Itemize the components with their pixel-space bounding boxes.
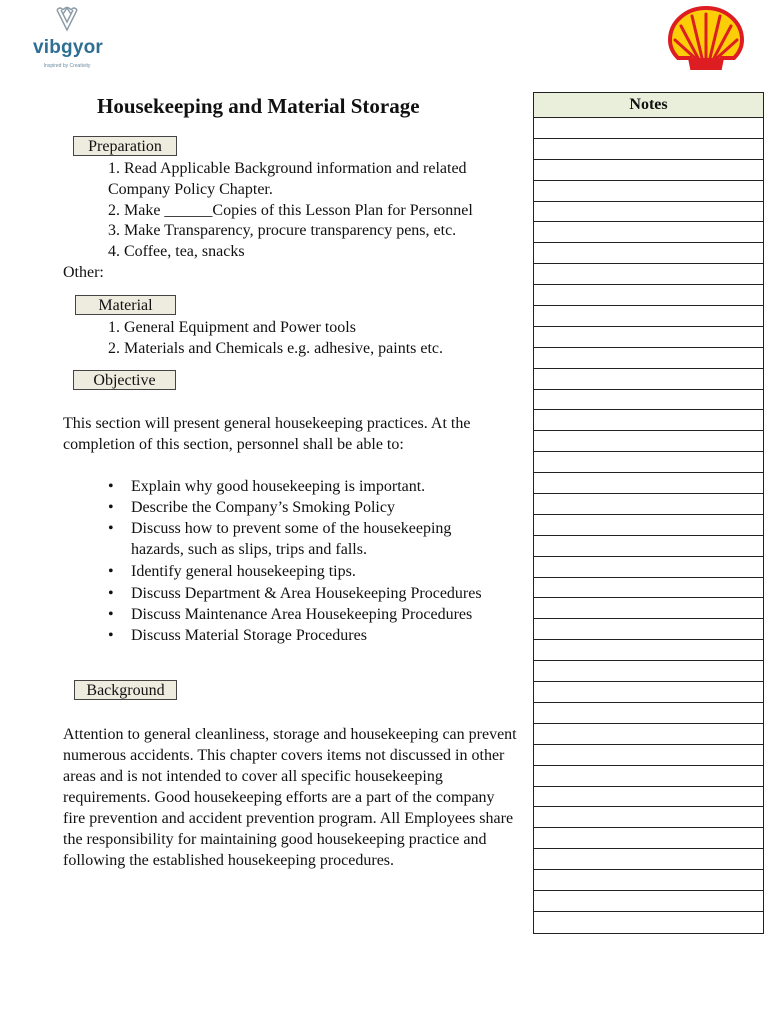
notes-table bbox=[533, 92, 764, 934]
material-item: 1. General Equipment and Power tools bbox=[108, 319, 356, 336]
vibgyor-tagline: Inspired by Creativity bbox=[43, 63, 91, 69]
vibgyor-wordmark: vibgyor bbox=[32, 37, 104, 58]
material-heading: Material bbox=[75, 295, 176, 315]
crest-icon bbox=[30, 4, 104, 38]
notes-row bbox=[534, 369, 763, 390]
preparation-item: 1. Read Applicable Background information and related bbox=[108, 160, 467, 177]
shell-pecten-icon bbox=[668, 6, 744, 70]
notes-row bbox=[534, 536, 763, 557]
notes-row bbox=[534, 598, 763, 619]
preparation-other: Other: bbox=[63, 264, 104, 281]
background-paragraph: Attention to general cleanliness, storage and housekeeping can prevent numerous accidents. This chapter covers items not discussed in other areas and is not intended to cover all specific housekeeping requirements. Good housekeeping efforts are a part of the company fire prevention and accident prevention program. All Employees share the responsibility for maintaining good housekeeping practice and following the established housekeeping procedures. bbox=[63, 726, 517, 869]
list-item: • Discuss Maintenance Area Housekeeping Procedures bbox=[108, 604, 528, 625]
notes-row bbox=[534, 160, 763, 181]
preparation-heading: Preparation bbox=[73, 136, 177, 156]
preparation-item: 3. Make Transparency, procure transparency pens, etc. bbox=[108, 222, 457, 239]
notes-row bbox=[534, 619, 763, 640]
objective-heading: Objective bbox=[73, 370, 176, 390]
vibgyor-logo bbox=[30, 4, 104, 70]
objective-bullet-list bbox=[108, 476, 528, 646]
notes-row bbox=[534, 787, 763, 808]
list-item: • Describe the Company’s Smoking Policy bbox=[108, 497, 528, 518]
notes-row bbox=[534, 348, 763, 369]
preparation-item: 4. Coffee, tea, snacks bbox=[108, 243, 245, 260]
notes-row bbox=[534, 473, 763, 494]
notes-row bbox=[534, 682, 763, 703]
notes-row bbox=[534, 724, 763, 745]
notes-row bbox=[534, 222, 763, 243]
notes-row bbox=[534, 912, 763, 933]
notes-row bbox=[534, 515, 763, 536]
preparation-item: Company Policy Chapter. bbox=[108, 181, 273, 198]
notes-row bbox=[534, 181, 763, 202]
notes-row bbox=[534, 306, 763, 327]
notes-row bbox=[534, 703, 763, 724]
notes-header: Notes bbox=[534, 93, 763, 118]
list-item: • Discuss Department & Area Housekeeping Procedures bbox=[108, 583, 528, 604]
list-item: • Explain why good housekeeping is important. bbox=[108, 476, 528, 497]
background-heading: Background bbox=[74, 680, 177, 700]
notes-row bbox=[534, 202, 763, 223]
notes-row bbox=[534, 431, 763, 452]
notes-row bbox=[534, 828, 763, 849]
notes-row bbox=[534, 285, 763, 306]
preparation-item: 2. Make ______Copies of this Lesson Plan for Personnel bbox=[108, 202, 473, 219]
notes-row bbox=[534, 390, 763, 411]
notes-row bbox=[534, 410, 763, 431]
notes-row bbox=[534, 578, 763, 599]
notes-row bbox=[534, 849, 763, 870]
material-item: 2. Materials and Chemicals e.g. adhesive, paints etc. bbox=[108, 340, 444, 357]
notes-row bbox=[534, 327, 763, 348]
notes-row bbox=[534, 494, 763, 515]
page-title: Housekeeping and Material Storage bbox=[97, 94, 420, 118]
notes-row bbox=[534, 118, 763, 139]
notes-row bbox=[534, 745, 763, 766]
list-item: • Identify general housekeeping tips. bbox=[108, 561, 528, 582]
notes-row bbox=[534, 870, 763, 891]
notes-row bbox=[534, 891, 763, 912]
notes-rows bbox=[534, 118, 763, 933]
list-item: • Discuss Material Storage Procedures bbox=[108, 625, 528, 646]
shell-logo bbox=[668, 6, 744, 70]
notes-row bbox=[534, 807, 763, 828]
notes-row bbox=[534, 264, 763, 285]
notes-row bbox=[534, 452, 763, 473]
notes-row bbox=[534, 139, 763, 160]
notes-row bbox=[534, 640, 763, 661]
notes-row bbox=[534, 661, 763, 682]
list-item: • Discuss how to prevent some of the housekeeping hazards, such as slips, trips and falls. bbox=[108, 518, 461, 560]
objective-intro: This section will present general housekeeping practices. At the completion of this section, personnel shall be able to: bbox=[63, 415, 471, 453]
notes-row bbox=[534, 243, 763, 264]
notes-row bbox=[534, 557, 763, 578]
notes-row bbox=[534, 766, 763, 787]
